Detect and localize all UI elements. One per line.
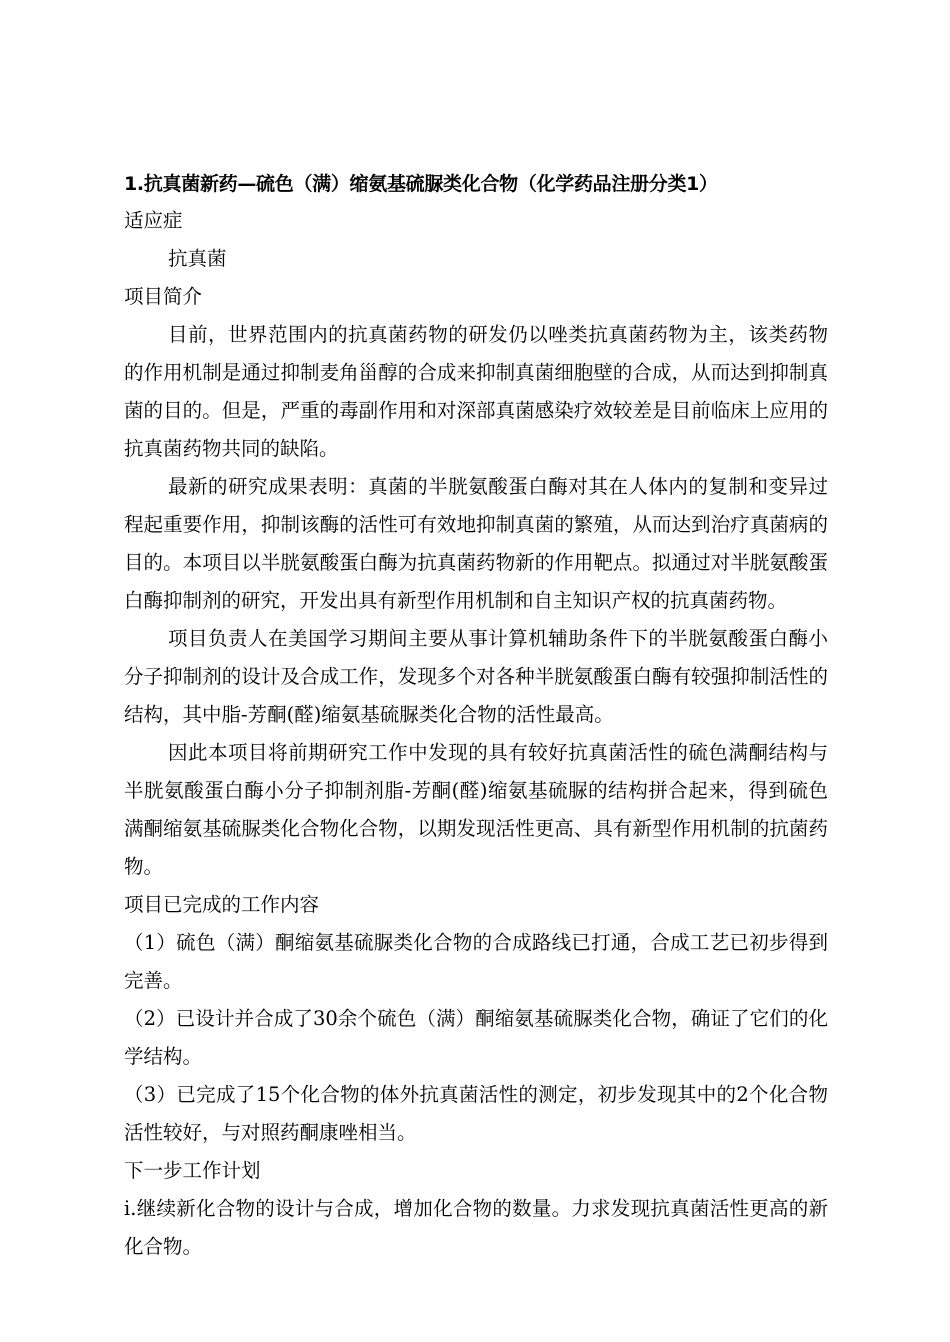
section-heading-intro: 项目简介 [124,285,203,308]
completed-item-2: （2）已设计并合成了30余个硫色（满）酮缩氨基硫脲类化合物，确证了它们的化学结构。 [124,1007,828,1068]
section-heading-completed: 项目已完成的工作内容 [124,893,320,916]
section-heading-indication: 适应症 [124,209,183,232]
intro-paragraph-4: 因此本项目将前期研究工作中发现的具有较好抗真菌活性的硫色满酮结构与半胱氨酸蛋白酶小分子抑制剂脂-芳酮(醛)缩氨基硫脲的结构拼合起来，得到硫色满酮缩氨基硫脲类化合物化合物，以期发现活性更高、具有新型作用机制的抗菌药物。 [124,741,828,878]
indication-text: 抗真菌 [168,247,227,270]
intro-paragraph-3: 项目负责人在美国学习期间主要从事计算机辅助条件下的半胱氨酸蛋白酶小分子抑制剂的设计及合成工作，发现多个对各种半胱氨酸蛋白酶有较强抑制活性的结构，其中脂-芳酮(醛)缩氨基硫脲类化合物的活性最高。 [124,627,828,726]
completed-item-1: （1）硫色（满）酮缩氨基硫脲类化合物的合成路线已打通，合成工艺已初步得到完善。 [124,931,828,992]
document-title: 1.抗真菌新药—硫色（满）缩氨基硫脲类化合物（化学药品注册分类1） [124,173,718,195]
section-heading-plan: 下一步工作计划 [124,1159,261,1182]
document-page [124,166,828,1266]
intro-paragraph-1: 目前，世界范围内的抗真菌药物的研发仍以唑类抗真菌药物为主，该类药物的作用机制是通过抑制麦角甾醇的合成来抑制真菌细胞壁的合成，从而达到抑制真菌的目的。但是，严重的毒副作用和对深部真菌感染疗效较差是目前临床上应用的抗真菌药物共同的缺陷。 [124,323,828,460]
plan-item-1: i.继续新化合物的设计与合成，增加化合物的数量。力求发现抗真菌活性更高的新化合物。 [124,1197,828,1258]
completed-item-3: （3）已完成了15个化合物的体外抗真菌活性的测定，初步发现其中的2个化合物活性较好，与对照药酮康唑相当。 [124,1083,828,1144]
intro-paragraph-2: 最新的研究成果表明：真菌的半胱氨酸蛋白酶对其在人体内的复制和变异过程起重要作用，抑制该酶的活性可有效地抑制真菌的繁殖，从而达到治疗真菌病的目的。本项目以半胱氨酸蛋白酶为抗真菌药物新的作用靶点。拟通过对半胱氨酸蛋白酶抑制剂的研究，开发出具有新型作用机制和自主知识产权的抗真菌药物。 [124,475,828,612]
